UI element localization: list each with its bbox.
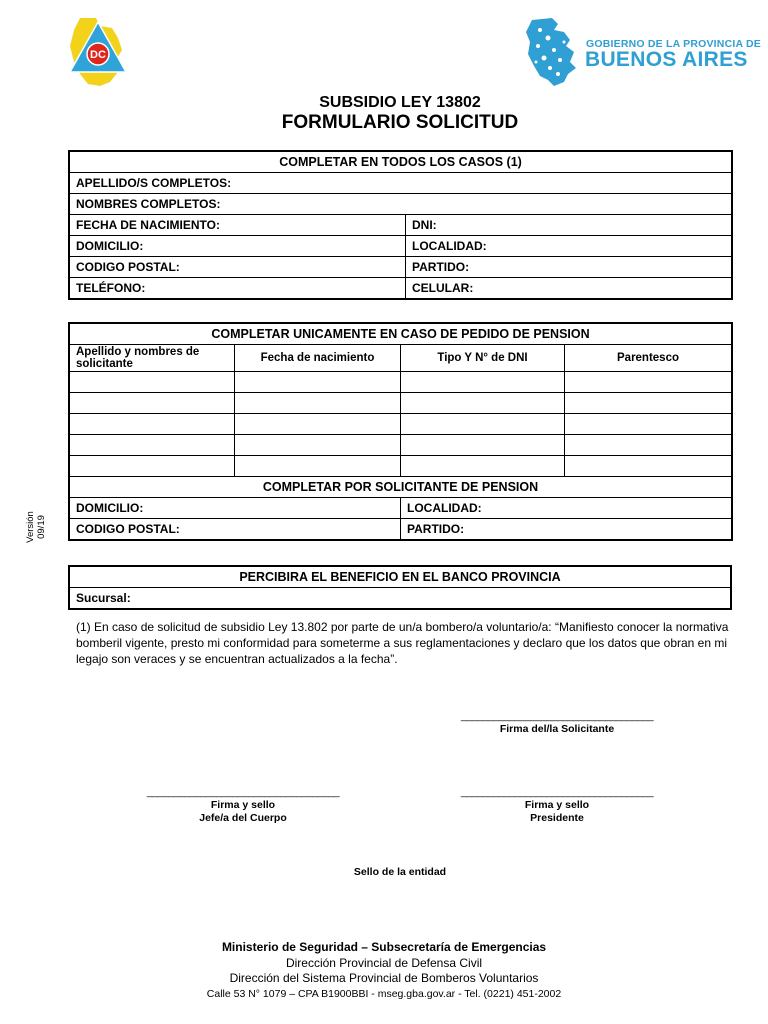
- section2-heading: COMPLETAR UNICAMENTE EN CASO DE PEDIDO DE PENSION: [70, 324, 732, 345]
- col-tipo-dni: Tipo Y N° de DNI: [401, 345, 565, 372]
- dc-logo-text: DC: [90, 49, 106, 61]
- footer-address: Calle 53 N° 1079 – CPA B1900BBI - mseg.gba.gov.ar - Tel. (0221) 451-2002: [206, 987, 562, 1000]
- section3-heading: PERCIBIRA EL BENEFICIO EN EL BANCO PROVINCIA: [70, 567, 731, 588]
- general-data-table: [69, 151, 732, 299]
- table-cell[interactable]: [235, 435, 401, 456]
- signature-line: ____________________________________: [460, 786, 654, 798]
- table-cell[interactable]: [565, 435, 732, 456]
- section1-heading: COMPLETAR EN TODOS LOS CASOS (1): [70, 152, 732, 173]
- table-cell[interactable]: [70, 414, 235, 435]
- sello-entidad-label: Sello de la entidad: [353, 866, 447, 878]
- table-cell[interactable]: [70, 435, 235, 456]
- table-cell[interactable]: [401, 414, 565, 435]
- gba-logo-line1: GOBIERNO DE LA PROVINCIA DE: [586, 38, 761, 50]
- form-title-law: SUBSIDIO LEY 13802: [319, 94, 481, 111]
- pension-partido-field[interactable]: PARTIDO:: [401, 519, 732, 540]
- jefe-cargo-label: Jefe/a del Cuerpo: [199, 812, 287, 824]
- col-fecha-nacimiento: Fecha de nacimiento: [235, 345, 401, 372]
- defensa-civil-logo: [66, 16, 130, 88]
- table-cell[interactable]: [565, 414, 732, 435]
- footer-system: Dirección del Sistema Provincial de Bomberos Voluntarios: [229, 971, 539, 985]
- jefe-firma-label: Firma y sello: [210, 799, 276, 811]
- table-cell[interactable]: [235, 372, 401, 393]
- table-row: [70, 372, 732, 393]
- apellidos-field[interactable]: APELLIDO/S COMPLETOS:: [70, 173, 732, 194]
- pension-localidad-field[interactable]: LOCALIDAD:: [401, 498, 732, 519]
- pension-domicilio-field[interactable]: DOMICILIO:: [70, 498, 401, 519]
- sucursal-field[interactable]: Sucursal:: [70, 588, 731, 609]
- declaration-note: (1) En caso de solicitud de subsidio Ley 13.802 por parte de un/a bombero/a voluntario/a: “Manifiesto conocer la normativa bomberil vigente, presto mi conformidad para someterme a sus reglamentaciones y declaro que los datos que obran en mi legajo son veraces y se encuentran actualizados a la fecha”.: [76, 620, 729, 666]
- celular-field[interactable]: CELULAR:: [406, 278, 732, 299]
- presidente-cargo-label: Presidente: [530, 812, 584, 824]
- pension-codigo-postal-field[interactable]: CODIGO POSTAL:: [70, 519, 401, 540]
- solicitante-signature: [426, 710, 688, 736]
- fecha-nacimiento-field[interactable]: FECHA DE NACIMIENTO:: [70, 215, 406, 236]
- table-cell[interactable]: [235, 456, 401, 477]
- gba-logo-line2: BUENOS AIRES: [585, 48, 748, 71]
- table-cell[interactable]: [401, 393, 565, 414]
- presidente-firma-label: Firma y sello: [524, 799, 590, 811]
- presidente-signature: [426, 786, 688, 825]
- col-parentesco: Parentesco: [565, 345, 732, 372]
- form-title: FORMULARIO SOLICITUD: [281, 112, 519, 133]
- solicitante-label: Firma del/la Solicitante: [499, 723, 615, 735]
- nombres-field[interactable]: NOMBRES COMPLETOS:: [70, 194, 732, 215]
- partido-field[interactable]: PARTIDO:: [406, 257, 732, 278]
- table-cell[interactable]: [235, 393, 401, 414]
- table-cell[interactable]: [70, 372, 235, 393]
- codigo-postal-field[interactable]: CODIGO POSTAL:: [70, 257, 406, 278]
- dni-field[interactable]: DNI:: [406, 215, 732, 236]
- buenos-aires-logo: [524, 16, 761, 90]
- footer-direction: Dirección Provincial de Defensa Civil: [285, 955, 483, 970]
- table-row: [70, 414, 732, 435]
- table-cell[interactable]: [565, 393, 732, 414]
- table-row: [70, 393, 732, 414]
- table-cell[interactable]: [70, 456, 235, 477]
- table-cell[interactable]: [401, 435, 565, 456]
- table-cell[interactable]: [565, 372, 732, 393]
- table-cell[interactable]: [565, 456, 732, 477]
- signature-line: ____________________________________: [460, 710, 654, 722]
- footer: [0, 940, 768, 1002]
- table-row: [70, 435, 732, 456]
- localidad-field[interactable]: LOCALIDAD:: [406, 236, 732, 257]
- version-label: Versión 09/19: [25, 511, 47, 543]
- col-apellido-nombres: Apellido y nombres de solicitante: [70, 345, 235, 372]
- table-cell[interactable]: [401, 456, 565, 477]
- domicilio-field[interactable]: DOMICILIO:: [70, 236, 406, 257]
- pension-table: [69, 323, 732, 540]
- footer-ministry: Ministerio de Seguridad – Subsecretaría de Emergencias: [221, 940, 547, 954]
- bank-table: [69, 566, 731, 609]
- table-row: [70, 456, 732, 477]
- table-cell[interactable]: [235, 414, 401, 435]
- section2-subheading: COMPLETAR POR SOLICITANTE DE PENSION: [70, 477, 732, 498]
- telefono-field[interactable]: TELÉFONO:: [70, 278, 406, 299]
- jefe-signature: [112, 786, 374, 825]
- signature-line: ____________________________________: [146, 786, 340, 798]
- table-cell[interactable]: [70, 393, 235, 414]
- table-cell[interactable]: [401, 372, 565, 393]
